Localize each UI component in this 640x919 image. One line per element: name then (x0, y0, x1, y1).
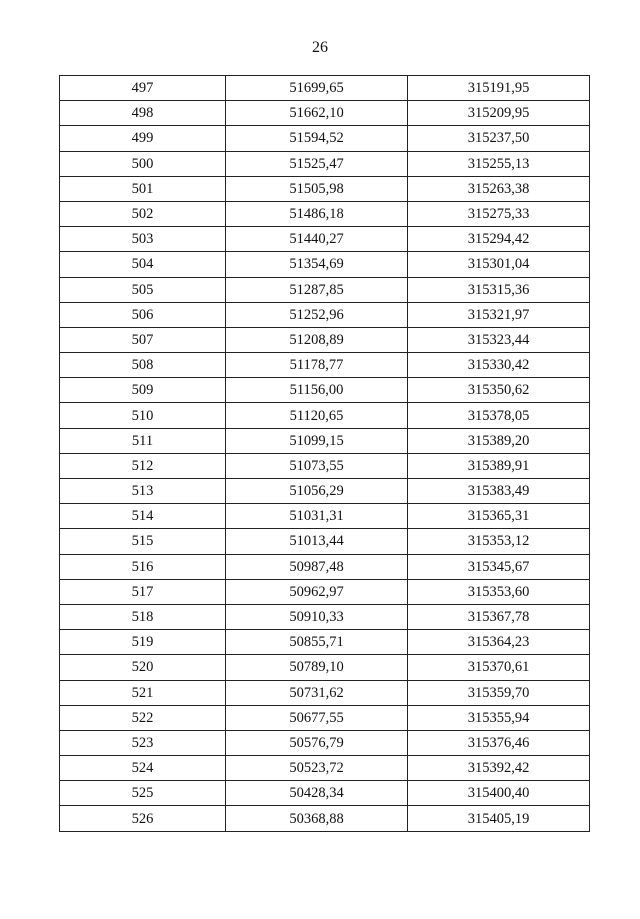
y-coordinate-cell: 315400,40 (408, 781, 590, 806)
table-row (60, 227, 590, 252)
x-coordinate-cell: 51252,96 (226, 302, 408, 327)
point-number-cell: 520 (60, 655, 226, 680)
x-coordinate-cell: 51208,89 (226, 327, 408, 352)
x-coordinate-cell: 50368,88 (226, 806, 408, 831)
x-coordinate-cell: 51505,98 (226, 176, 408, 201)
point-number-cell: 511 (60, 428, 226, 453)
y-coordinate-cell: 315392,42 (408, 756, 590, 781)
point-number-cell: 508 (60, 353, 226, 378)
table-row (60, 806, 590, 831)
x-coordinate-cell: 51486,18 (226, 201, 408, 226)
table-row (60, 705, 590, 730)
y-coordinate-cell: 315364,23 (408, 630, 590, 655)
table-row (60, 302, 590, 327)
y-coordinate-cell: 315383,49 (408, 479, 590, 504)
point-number-cell: 510 (60, 403, 226, 428)
point-number-cell: 513 (60, 479, 226, 504)
table-row (60, 579, 590, 604)
y-coordinate-cell: 315345,67 (408, 554, 590, 579)
table-row (60, 101, 590, 126)
x-coordinate-cell: 51156,00 (226, 378, 408, 403)
x-coordinate-cell: 50428,34 (226, 781, 408, 806)
table-row (60, 453, 590, 478)
point-number-cell: 501 (60, 176, 226, 201)
y-coordinate-cell: 315376,46 (408, 730, 590, 755)
point-number-cell: 503 (60, 227, 226, 252)
y-coordinate-cell: 315367,78 (408, 604, 590, 629)
point-number-cell: 526 (60, 806, 226, 831)
point-number-cell: 505 (60, 277, 226, 302)
point-number-cell: 521 (60, 680, 226, 705)
point-number-cell: 499 (60, 126, 226, 151)
y-coordinate-cell: 315355,94 (408, 705, 590, 730)
x-coordinate-cell: 51525,47 (226, 151, 408, 176)
table-row (60, 277, 590, 302)
table-row (60, 479, 590, 504)
y-coordinate-cell: 315365,31 (408, 504, 590, 529)
x-coordinate-cell: 50731,62 (226, 680, 408, 705)
point-number-cell: 497 (60, 76, 226, 101)
point-number-cell: 507 (60, 327, 226, 352)
y-coordinate-cell: 315323,44 (408, 327, 590, 352)
point-number-cell: 522 (60, 705, 226, 730)
table-row (60, 378, 590, 403)
x-coordinate-cell: 50677,55 (226, 705, 408, 730)
x-coordinate-cell: 50962,97 (226, 579, 408, 604)
x-coordinate-cell: 51354,69 (226, 252, 408, 277)
point-number-cell: 523 (60, 730, 226, 755)
x-coordinate-cell: 51013,44 (226, 529, 408, 554)
table-row (60, 554, 590, 579)
x-coordinate-cell: 50789,10 (226, 655, 408, 680)
y-coordinate-cell: 315315,36 (408, 277, 590, 302)
table-row (60, 680, 590, 705)
y-coordinate-cell: 315294,42 (408, 227, 590, 252)
point-number-cell: 514 (60, 504, 226, 529)
point-number-cell: 500 (60, 151, 226, 176)
y-coordinate-cell: 315301,04 (408, 252, 590, 277)
y-coordinate-cell: 315405,19 (408, 806, 590, 831)
table-row (60, 428, 590, 453)
y-coordinate-cell: 315350,62 (408, 378, 590, 403)
point-number-cell: 498 (60, 101, 226, 126)
point-number-cell: 512 (60, 453, 226, 478)
x-coordinate-cell: 50855,71 (226, 630, 408, 655)
page-number: 26 (312, 39, 328, 56)
x-coordinate-cell: 50523,72 (226, 756, 408, 781)
table-row (60, 126, 590, 151)
table-row (60, 403, 590, 428)
x-coordinate-cell: 50910,33 (226, 604, 408, 629)
y-coordinate-cell: 315378,05 (408, 403, 590, 428)
x-coordinate-cell: 51594,52 (226, 126, 408, 151)
x-coordinate-cell: 51073,55 (226, 453, 408, 478)
table-row (60, 201, 590, 226)
x-coordinate-cell: 51440,27 (226, 227, 408, 252)
y-coordinate-cell: 315321,97 (408, 302, 590, 327)
point-number-cell: 506 (60, 302, 226, 327)
point-number-cell: 519 (60, 630, 226, 655)
point-number-cell: 518 (60, 604, 226, 629)
x-coordinate-cell: 51699,65 (226, 76, 408, 101)
table-row (60, 151, 590, 176)
y-coordinate-cell: 315353,12 (408, 529, 590, 554)
point-number-cell: 517 (60, 579, 226, 604)
point-number-cell: 502 (60, 201, 226, 226)
table-row (60, 781, 590, 806)
y-coordinate-cell: 315389,20 (408, 428, 590, 453)
table-row (60, 504, 590, 529)
table-row (60, 353, 590, 378)
y-coordinate-cell: 315263,38 (408, 176, 590, 201)
x-coordinate-cell: 51056,29 (226, 479, 408, 504)
y-coordinate-cell: 315353,60 (408, 579, 590, 604)
table-row (60, 529, 590, 554)
y-coordinate-cell: 315389,91 (408, 453, 590, 478)
table-row (60, 630, 590, 655)
table-row (60, 655, 590, 680)
point-number-cell: 516 (60, 554, 226, 579)
x-coordinate-cell: 51287,85 (226, 277, 408, 302)
y-coordinate-cell: 315191,95 (408, 76, 590, 101)
table-row (60, 176, 590, 201)
point-number-cell: 525 (60, 781, 226, 806)
x-coordinate-cell: 50987,48 (226, 554, 408, 579)
point-number-cell: 504 (60, 252, 226, 277)
x-coordinate-cell: 51662,10 (226, 101, 408, 126)
y-coordinate-cell: 315209,95 (408, 101, 590, 126)
coordinates-table-body (60, 76, 590, 832)
y-coordinate-cell: 315370,61 (408, 655, 590, 680)
coordinates-table (59, 75, 590, 832)
x-coordinate-cell: 51031,31 (226, 504, 408, 529)
x-coordinate-cell: 50576,79 (226, 730, 408, 755)
table-row (60, 76, 590, 101)
point-number-cell: 524 (60, 756, 226, 781)
y-coordinate-cell: 315275,33 (408, 201, 590, 226)
table-row (60, 604, 590, 629)
point-number-cell: 515 (60, 529, 226, 554)
y-coordinate-cell: 315237,50 (408, 126, 590, 151)
table-row (60, 730, 590, 755)
table-row (60, 756, 590, 781)
y-coordinate-cell: 315330,42 (408, 353, 590, 378)
table-row (60, 327, 590, 352)
x-coordinate-cell: 51120,65 (226, 403, 408, 428)
y-coordinate-cell: 315255,13 (408, 151, 590, 176)
x-coordinate-cell: 51178,77 (226, 353, 408, 378)
table-row (60, 252, 590, 277)
y-coordinate-cell: 315359,70 (408, 680, 590, 705)
point-number-cell: 509 (60, 378, 226, 403)
x-coordinate-cell: 51099,15 (226, 428, 408, 453)
